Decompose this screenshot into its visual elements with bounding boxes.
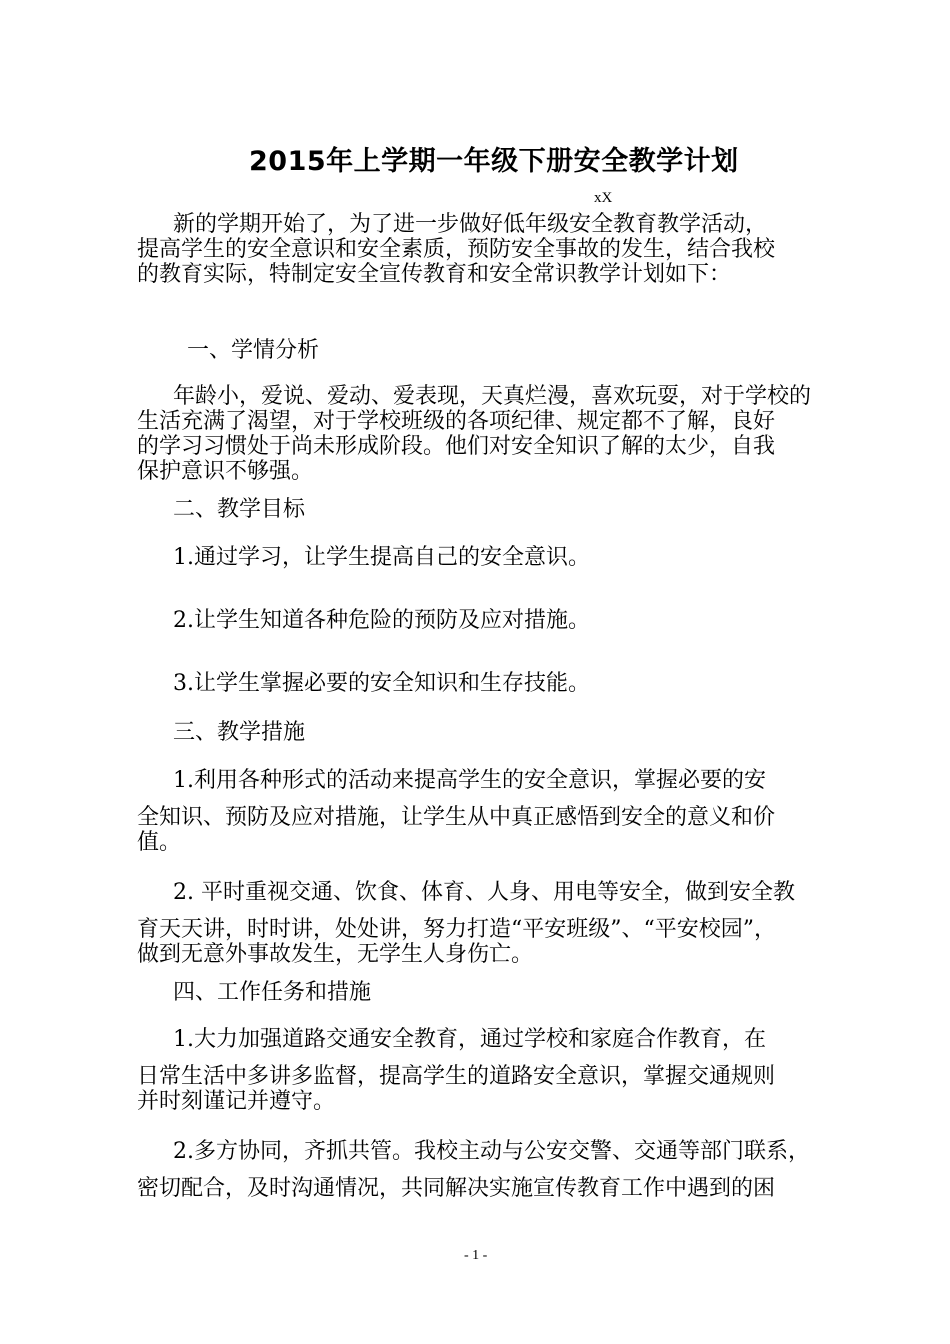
section-heading-text: 二、教学目标 <box>173 497 306 522</box>
section-heading-text: 一、学情分析 <box>187 338 320 363</box>
paragraph-line: 2.多方协同，齐抓共管。我校主动与公安交警、交通等部门联系， <box>173 1139 810 1164</box>
list-item: 3.让学生掌握必要的安全知识和生存技能。 <box>173 671 590 696</box>
section-heading-2 <box>173 497 853 522</box>
paragraph-line: 年龄小，爱说、爱动、爱表现，天真烂漫，喜欢玩耍，对于学校的 <box>173 384 812 409</box>
paragraph-line: 1.大力加强道路交通安全教育，通过学校和家庭合作教育，在 <box>173 1027 766 1052</box>
paragraph-line: 密切配合，及时沟通情况，共同解决实施宣传教育工作中遇到的困 <box>137 1176 776 1201</box>
goal-item-1 <box>173 545 853 570</box>
intro-line: 提高学生的安全意识和安全素质，预防安全事故的发生，结合我校 <box>137 237 776 262</box>
paragraph-line: 育天天讲，时时讲，处处讲，努力打造“平安班级”、“平安校园”， <box>137 917 776 942</box>
intro-line: 的教育实际，特制定安全宣传教育和安全常识教学计划如下： <box>137 262 732 287</box>
paragraph-line: 日常生活中多讲多监督，提高学生的道路安全意识，掌握交通规则 <box>137 1064 776 1089</box>
paragraph-line: 做到无意外事故发生，无学生人身伤亡。 <box>137 942 534 967</box>
task-item-2 <box>137 1139 817 1201</box>
section-heading-3 <box>173 720 853 745</box>
author-name: xX <box>594 190 613 206</box>
measure-item-2 <box>137 880 817 967</box>
paragraph-line: 值。 <box>137 830 182 855</box>
page-number: - 1 - <box>464 1248 488 1263</box>
paragraph-line: 1.利用各种形式的活动来提高学生的安全意识，掌握必要的安 <box>173 768 766 793</box>
section-heading-text: 四、工作任务和措施 <box>173 980 372 1005</box>
paragraph-line: 2. 平时重视交通、饮食、体育、人身、用电等安全，做到安全教 <box>173 880 795 905</box>
goal-item-3 <box>173 671 853 696</box>
paragraph-line: 的学习习惯处于尚未形成阶段。他们对安全知识了解的太少，自我 <box>137 434 776 459</box>
task-item-1 <box>137 1027 817 1114</box>
paragraph-line: 保护意识不够强。 <box>137 459 314 484</box>
section-heading-text: 三、教学措施 <box>173 720 306 745</box>
paragraph-line: 全知识、预防及应对措施，让学生从中真正感悟到安全的意义和价 <box>137 805 776 830</box>
paragraph-line: 并时刻谨记并遵守。 <box>137 1089 336 1114</box>
intro-paragraph <box>137 212 817 287</box>
paragraph-line: 生活充满了渴望，对于学校班级的各项纪律、规定都不了解，良好 <box>137 409 776 434</box>
section1-paragraph <box>137 384 817 484</box>
document-title: 2015年上学期一年级下册安全教学计划 <box>249 146 739 177</box>
section-heading-4 <box>173 980 853 1005</box>
list-item: 1.通过学习，让学生提高自己的安全意识。 <box>173 545 590 570</box>
goal-item-2 <box>173 608 853 633</box>
intro-line: 新的学期开始了，为了进一步做好低年级安全教育教学活动， <box>173 212 768 237</box>
list-item: 2.让学生知道各种危险的预防及应对措施。 <box>173 608 590 633</box>
section-heading-1 <box>187 338 867 363</box>
measure-item-1 <box>137 768 817 855</box>
